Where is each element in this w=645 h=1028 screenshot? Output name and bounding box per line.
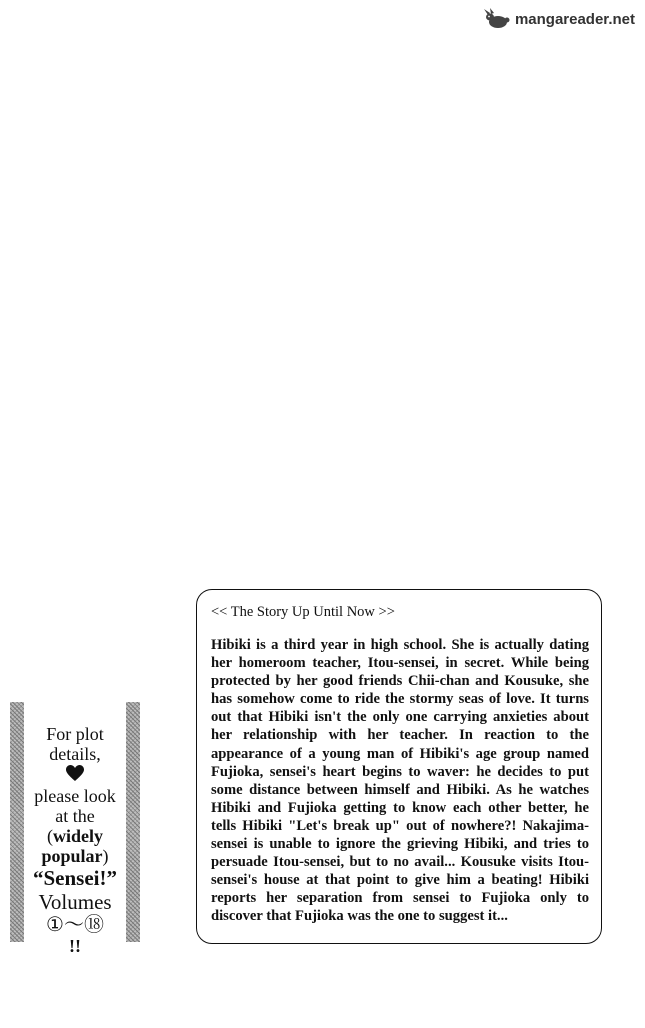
side-note-text (26, 724, 124, 956)
heart-icon (26, 764, 124, 786)
volume-range: ①～⑱ (46, 914, 104, 936)
emphasis-widely: widely (52, 826, 103, 846)
side-note-line (26, 826, 124, 846)
story-heading: << The Story Up Until Now >> (211, 604, 395, 620)
watermark-text: mangareader.net (514, 10, 635, 28)
open-paren: ( (46, 826, 53, 846)
side-note-line: For plot (46, 724, 104, 744)
side-note-line: details, (49, 744, 101, 764)
series-title: “Sensei!” (33, 866, 117, 890)
close-paren: ) (102, 846, 109, 866)
rabbit-logo-icon (481, 8, 511, 30)
side-note-panel (10, 702, 140, 956)
emphasis-popular: popular (41, 846, 103, 866)
exclamation: !! (69, 936, 81, 956)
side-note-line (26, 846, 124, 866)
watermark (481, 8, 635, 30)
story-body: Hibiki is a third year in high school. She is actually dating her homeroom teacher, Itou-sensei, in secret. While being protected by her good friends Chii-chan and Kousuke, she has somehow come to ride the stormy seas of love. It turns out that Hibiki isn't the only one carrying anxieties about her relationship with her teacher. In reaction to the appearance of a young man of Hibiki's age group named Fujioka, sensei's heart begins to waver: he decides to put some distance between himself and Hibiki. As he watches Hibiki and Fujioka getting to know each other better, he tells Hibiki "Let's break up" out of nowhere?! Nakajima-sensei is unable to ignore the grieving Hibiki, and tries to persuade Itou-sensei, but to no avail... Kousuke visits Itou-sensei's house at that point to give him a beating! Hibiki reports her separation from sensei to Fujioka only to discover that Fujioka was the one to suggest it... (211, 637, 589, 925)
volumes-label: Volumes (38, 890, 112, 914)
side-note-line: at the (55, 806, 95, 826)
right-screentone-stripe (126, 702, 140, 942)
story-summary-box (196, 589, 602, 944)
left-screentone-stripe (10, 702, 24, 942)
side-note-line: please look (34, 786, 116, 806)
